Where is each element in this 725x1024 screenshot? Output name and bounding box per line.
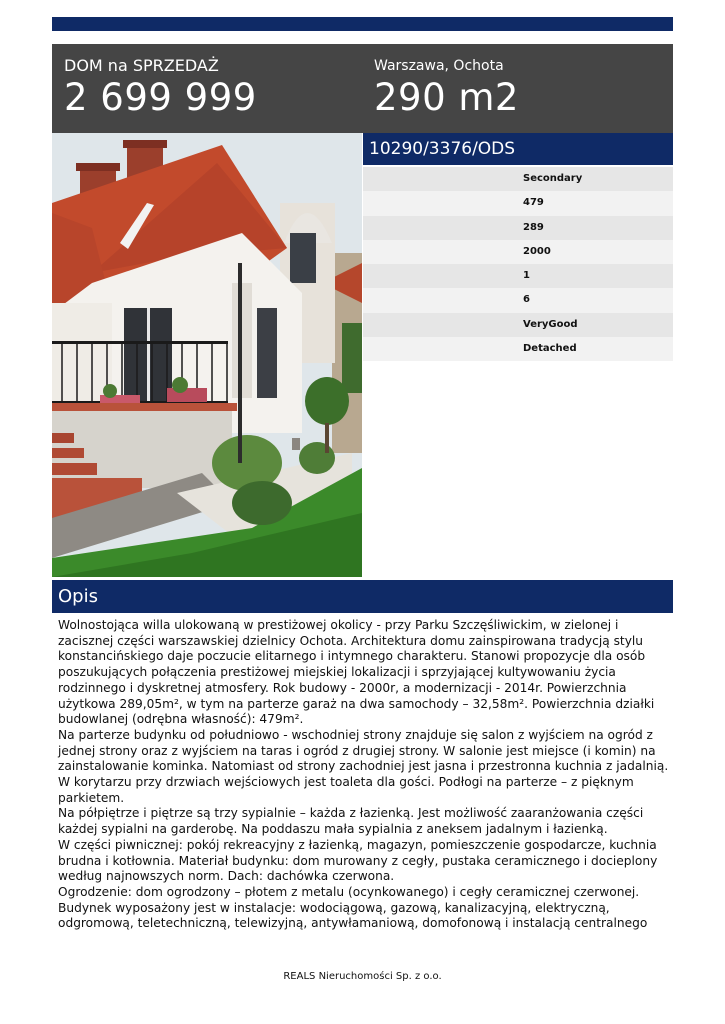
description-title: Opis: [58, 586, 98, 607]
spec-value: VeryGood: [523, 318, 578, 330]
price: 2 699 999: [64, 76, 257, 119]
spec-value: Secondary: [523, 173, 583, 184]
spec-value: 289: [523, 221, 544, 233]
description-paragraph: Na półpiętrze i piętrze są trzy sypialnie – każda z łazienką. Jest możliwość zaaranżowania części każdej sypialni na garderobę. Na poddaszu mała sypialnia z aneksem jadalnym i łazienką.: [58, 806, 644, 837]
spec-value: 479: [523, 197, 544, 209]
offer-type: DOM na SPRZEDAŻ: [64, 56, 219, 75]
reference-number: 10290/3376/ODS: [369, 139, 516, 159]
listing-header: [52, 44, 673, 133]
spec-row: [363, 313, 673, 337]
description-paragraph: W części piwnicznej: pokój rekreacyjny z łazienką, magazyn, pomieszczenie gospodarcze, kuchnia brudna i kotłownia. Materiał budynku: dom murowany z cegły, pustaka ceramicznego i docieplony według najnowszych norm. Dach: dachówka czerwona.: [58, 837, 658, 884]
spec-row: [363, 240, 673, 264]
spec-value: Detached: [523, 343, 577, 355]
spec-row: [363, 264, 673, 288]
spec-value: 2000: [523, 245, 551, 257]
spec-row: [363, 191, 673, 215]
description-body: [58, 618, 670, 932]
description-paragraph: Na parterze budynku od południowo - wschodniej strony znajduje się salon z wyjściem na ogród z jednej strony oraz z wyjściem na taras i ogród z drugiej strony. W salonie jest miejsce (i komin) na zainstalowanie kominka. Natomiast od strony zachodniej jest jasna i przestronna kuchnia z jadalnią. W korytarzu przy drzwiach wejściowych jest toaleta dla gości. Podłogi na parterze – z pięknym parkietem.: [58, 727, 669, 805]
spec-row: [363, 216, 673, 240]
spec-value: 1: [523, 270, 530, 282]
header-left: [64, 56, 257, 120]
property-photo: [52, 133, 362, 577]
description-paragraph: Budynek wyposażony jest w instalacje: wodociągową, gazową, kanalizacyjną, elektryczną, odgromową, teletechniczną, telewizyjną, antywłamaniową, domofonową i instalacją centralnego: [58, 900, 648, 931]
footer-company: REALS Nieruchomości Sp. z o.o.: [283, 971, 442, 982]
location: Warszawa, Ochota: [374, 58, 504, 74]
area: 290 m2: [374, 76, 519, 119]
top-accent-bar: [52, 17, 673, 31]
description-paragraph: Ogrodzenie: dom ogrodzony – płotem z metalu (ocynkowanego) i cegły ceramicznej czerwonej.: [58, 884, 640, 899]
reference-number-bar: [363, 133, 673, 165]
description-header: [52, 580, 673, 613]
spec-value: 6: [523, 294, 530, 306]
header-right: [374, 56, 519, 120]
spec-row: [363, 288, 673, 312]
spec-row: [363, 167, 673, 191]
description-paragraph: Wolnostojąca willa ulokowaną w prestiżowej okolicy - przy Parku Szczęśliwickim, w zielonej i zacisznej części warszawskiej dzielnicy Ochota. Architektura domu zainspirowana tradycją stylu konstancińskiego daje poczucie elitarnego i intymnego charakteru. Stanowi propozycje dla osób poszukujących połączenia prestiżowej miejskiej lokalizacji i sprzyjającej kultywowaniu życia rodzinnego i dyskretnej atmosfery. Rok budowy - 2000r, a modernizacji - 2014r. Powierzchnia użytkowa 289,05m², w tym na parterze garaż na dwa samochody – 32,58m². Powierzchnia działki budowlanej (odrębna własność): 479m².: [58, 618, 655, 727]
spec-row: [363, 337, 673, 361]
specs-table: [363, 167, 673, 361]
